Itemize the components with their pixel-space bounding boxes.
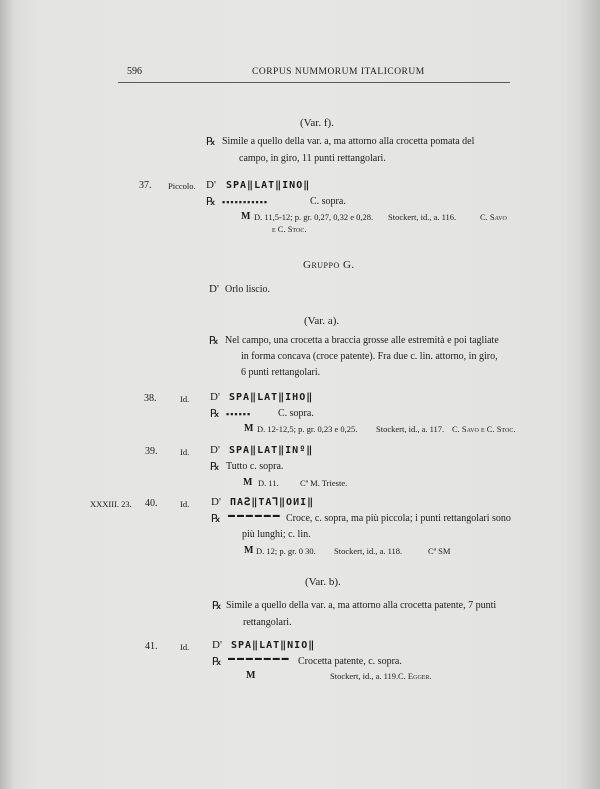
var-a-description-line-3: 6 punti rettangolari.	[241, 367, 321, 378]
entry-number: 38.	[144, 393, 157, 404]
var-b-description-line-1: Simile a quello della var. a, ma attorno alla crocetta patente, 7 punti	[226, 600, 497, 611]
var-f-heading: (Var. f).	[300, 117, 334, 129]
metal-symbol: M	[243, 477, 253, 488]
entry-size: Id.	[180, 394, 190, 404]
obverse-legend: SPA‖LAT‖NIO‖	[231, 640, 316, 651]
var-a-description-line-2: in forma concava (croce patente). Fra due c. lin. attorno, in giro,	[241, 351, 498, 362]
metal-symbol: M	[244, 423, 254, 434]
metal-symbol: M	[246, 670, 256, 681]
metal-symbol: M	[241, 211, 251, 222]
collection-reference: Cª M. Trieste.	[300, 478, 348, 488]
reverse-description-line-2: più lunghi; c. lin.	[242, 529, 311, 540]
collection-owner: Cª SM	[428, 546, 451, 556]
group-heading: Gruppo G.	[303, 259, 355, 271]
obverse-symbol: D'	[210, 391, 220, 403]
reverse-description: Croce, c. sopra, ma più piccola; i punti rettangolari sono	[286, 513, 511, 524]
reverse-description: C. sopra.	[278, 408, 314, 419]
page-number: 596	[127, 66, 142, 77]
collection-owner: C. Savo e C. Stoc.	[452, 424, 516, 434]
var-b-description-line-2: rettangolari.	[243, 617, 292, 628]
entry-size: Id.	[180, 642, 190, 652]
collection-reference: Stockert, id., a. 117.	[376, 424, 445, 434]
obverse-description: Orlo liscio.	[225, 284, 270, 295]
plate-reference: XXXIII. 23.	[90, 499, 132, 509]
obverse-symbol: D'	[209, 283, 219, 295]
collection-owner-2: e C. Stoc.	[272, 224, 307, 234]
reverse-symbol: ℞	[212, 600, 222, 612]
entry-number: 40.	[145, 498, 158, 509]
obverse-legend: SPA‖LAT‖INO‖	[226, 180, 311, 191]
entry-number: 39.	[145, 446, 158, 457]
obverse-legend: SPA‖LAT‖IHO‖	[229, 392, 314, 403]
var-a-heading: (Var. a).	[304, 315, 340, 327]
running-title: CORPUS NUMMORUM ITALICORUM	[252, 67, 425, 77]
measurements: D. 12-12,5; p. gr. 0,23 e 0,25.	[257, 424, 358, 434]
var-f-description-line-2: campo, in giro, 11 punti rettangolari.	[239, 153, 386, 164]
entry-number: 41.	[145, 641, 158, 652]
reverse-symbol: ℞	[206, 136, 216, 148]
var-f-description-line-1: Simile a quello della var. a, ma attorno alla crocetta pomata del	[222, 136, 475, 147]
entry-size: Id.	[180, 447, 190, 457]
entry-number: 37.	[139, 180, 152, 191]
reverse-symbol: ℞	[210, 461, 220, 473]
collection-owner: C. Egger.	[398, 671, 432, 681]
collection-reference: Stockert, id., a. 118.	[334, 546, 403, 556]
entry-size: Piccolo.	[168, 181, 196, 191]
measurements: D. 11.	[258, 478, 279, 488]
obverse-symbol: D'	[211, 496, 221, 508]
collection-reference: Stockert, id., a. 116.	[388, 212, 457, 222]
reverse-description: Tutto c. sopra.	[226, 461, 284, 472]
obverse-symbol: D'	[206, 179, 216, 191]
measurements: D. 11,5-12; p. gr. 0,27, 0,32 e 0,28.	[254, 212, 374, 222]
header-rule	[118, 82, 510, 83]
obverse-symbol: D'	[210, 444, 220, 456]
reverse-description: C. sopra.	[310, 196, 346, 207]
reverse-symbol: ℞	[210, 408, 220, 420]
collection-owner: C. Savo	[480, 212, 507, 222]
reverse-symbol: ℞	[212, 656, 222, 668]
reverse-dots: ▪▪▪▪▪▪▪▪▪▪▪	[222, 197, 269, 207]
var-a-description-line-1: Nel campo, una crocetta a braccia grosse alle estremità e poi tagliate	[225, 335, 499, 346]
obverse-legend: ΠAꙄ‖TAꓶ‖OИI‖	[230, 497, 315, 508]
reverse-dots: ▪▪▪▪▪▪	[226, 409, 252, 419]
measurements: D. 12; p. gr. 0 30.	[256, 546, 316, 556]
reverse-dashes: ▬ ▬ ▬ ▬ ▬ ▬	[228, 512, 280, 519]
reverse-dashes: ▬ ▬ ▬ ▬ ▬ ▬ ▬	[228, 655, 289, 662]
obverse-symbol: D'	[212, 639, 222, 651]
gutter-shadow	[578, 0, 600, 789]
obverse-legend: SPA‖LAT‖INº‖	[229, 445, 314, 456]
entry-size: Id.	[180, 499, 190, 509]
reverse-description: Crocetta patente, c. sopra.	[298, 656, 402, 667]
reverse-symbol: ℞	[209, 335, 219, 347]
reverse-symbol: ℞	[206, 196, 216, 208]
reverse-symbol: ℞	[211, 513, 221, 525]
var-b-heading: (Var. b).	[305, 576, 341, 588]
metal-symbol: M	[244, 545, 254, 556]
collection-reference: Stockert, id., a. 119.	[330, 671, 399, 681]
